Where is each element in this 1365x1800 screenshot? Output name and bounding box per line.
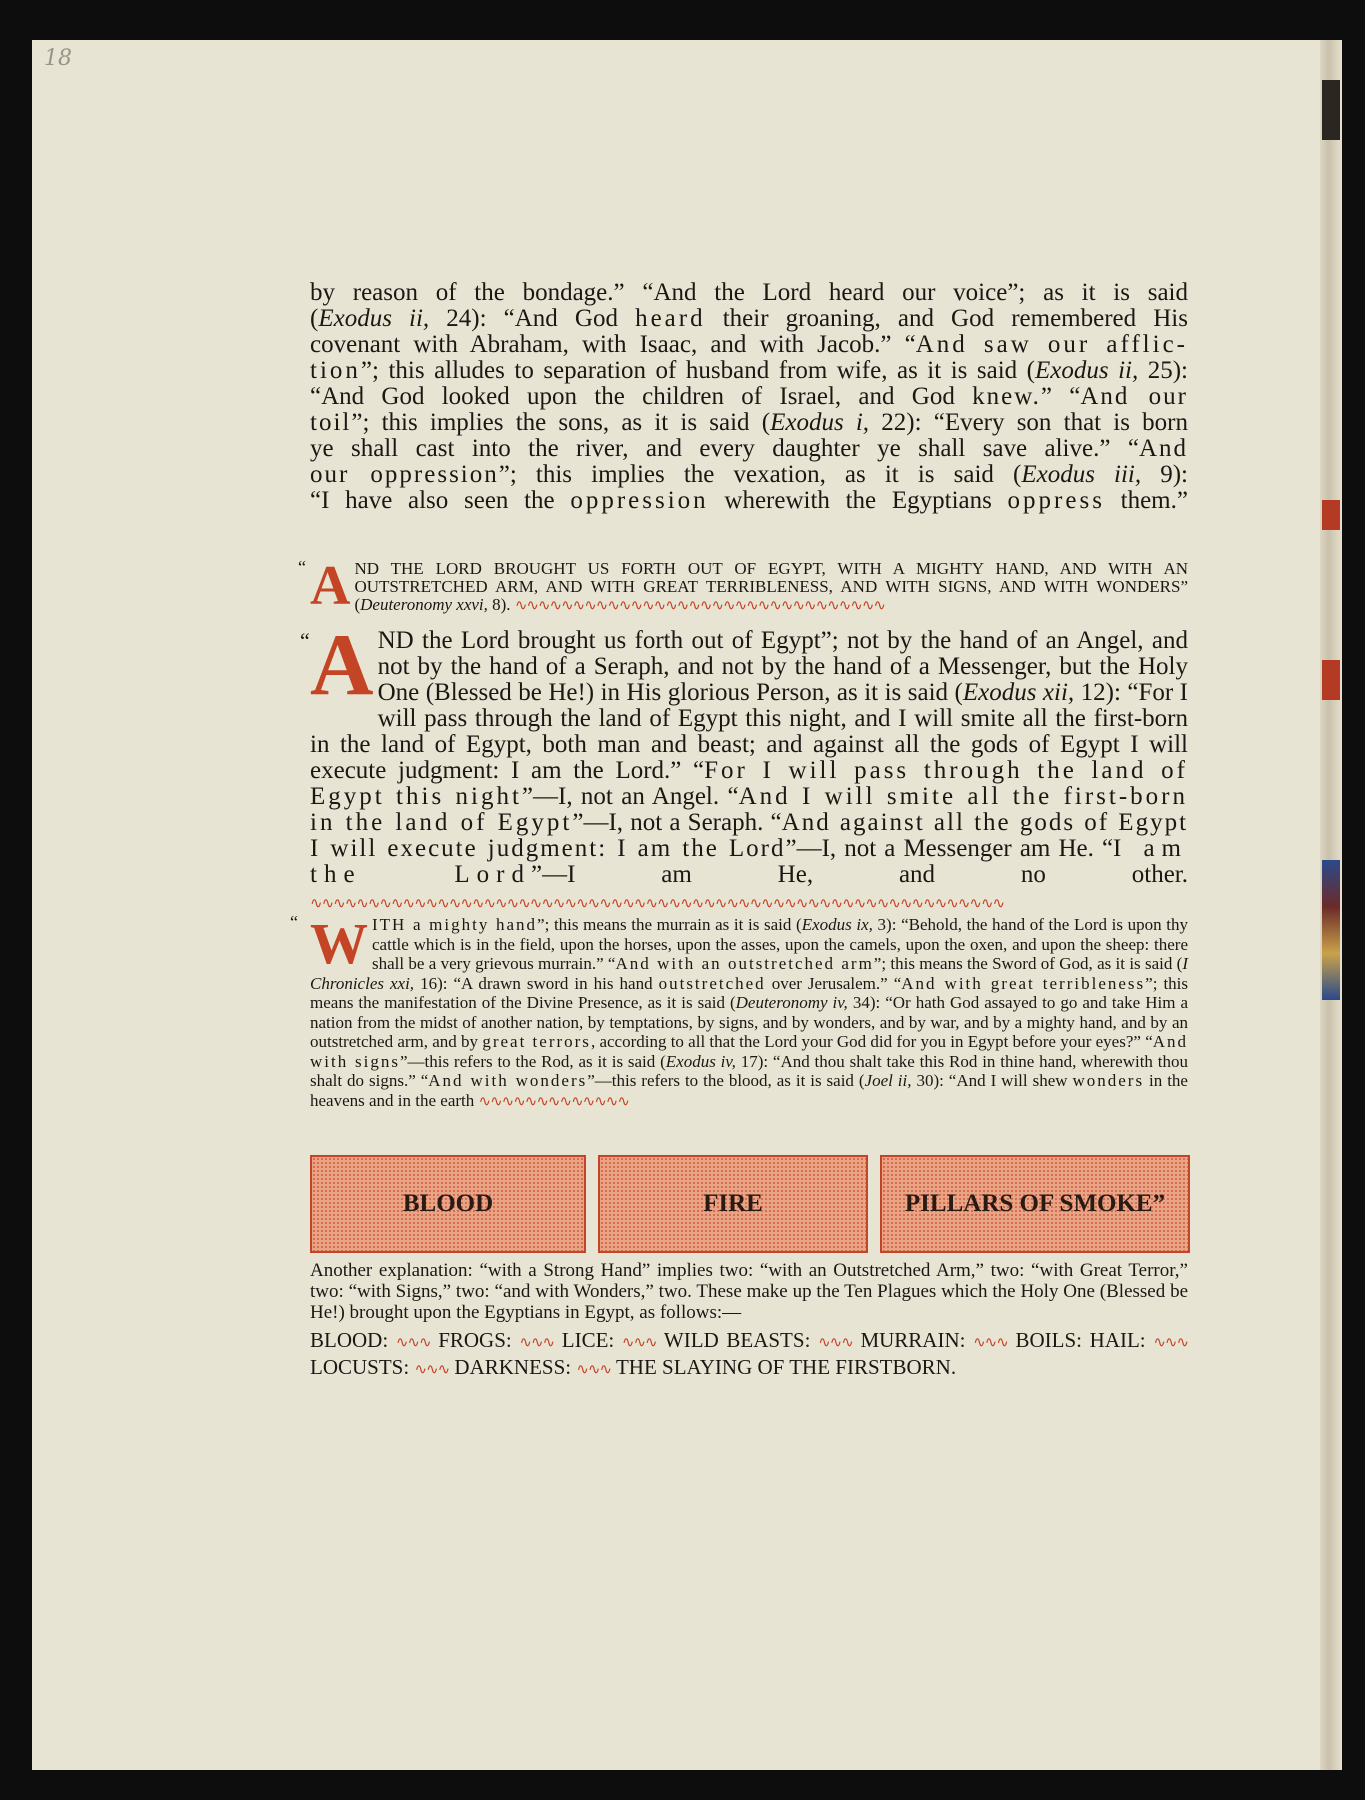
- plague-separator: ∿∿∿: [414, 1362, 450, 1378]
- paragraph-text: 3): “Behold, the hand of the Lord is upon thy cattle which is in the field, upon the horses, upon the asses, upon the camels, upon the oxen, and upon the sheep: there shall be a very grievous murrain.” “: [372, 915, 1188, 973]
- plague-item: BOILS:: [1015, 1328, 1082, 1352]
- spaced-emphasis: outstretched: [658, 973, 766, 993]
- plague-item: FROGS:: [438, 1328, 512, 1352]
- commentary-text: ”—I, not a Seraph. “: [572, 809, 782, 836]
- intro-text: “And God looked upon the children of Israel, and God: [310, 383, 973, 410]
- scripture-reference: Exodus iii,: [1021, 461, 1142, 488]
- spaced-emphasis: ITH a mighty hand: [372, 915, 538, 934]
- drop-cap-initial: W: [310, 911, 368, 976]
- paragraph-text: 16): “A drawn sword in his hand: [414, 973, 659, 993]
- drop-cap-initial: A: [310, 617, 374, 714]
- box-pillars-of-smoke: PILLARS OF SMOKE”: [880, 1155, 1190, 1253]
- drop-cap-initial: A: [310, 555, 351, 617]
- commentary-text: ”—I, not an Angel. “: [521, 783, 739, 810]
- plague-item: BLOOD:: [310, 1328, 389, 1352]
- paragraph-text: in the heavens and in the earth: [310, 1071, 1188, 1110]
- wonder-boxes: [310, 1155, 1188, 1251]
- spaced-emphasis: And I will smite all the first-born in the land of Egypt: [310, 783, 1189, 836]
- ornament-border: ∿∿∿∿∿∿∿∿∿∿∿∿∿∿∿∿∿∿∿∿∿∿∿∿∿∿∿∿∿∿∿∿: [514, 598, 885, 614]
- spaced-emphasis: oppress: [1007, 487, 1105, 514]
- intro-text: ye shall cast into the river, and every daughter ye shall save alive.” “: [310, 435, 1139, 462]
- commentary-text: ”—I, not a Messenger am He. “: [785, 835, 1114, 862]
- paragraph-text: , according to all that the Lord your God did for you in Egypt before your eyes?” “: [590, 1032, 1153, 1051]
- next-page-edge: [1320, 40, 1342, 1770]
- scripture-reference: Deuteronomy xxvi,: [360, 595, 488, 614]
- commentary-text: 12): “For I will pass through the land of Egypt this night, and I will smite all the first-born in the land of Egypt, both man and beast; and against all the gods of Egypt I will execute judgment: I am the Lord.” “: [310, 679, 1188, 784]
- plague-item: THE SLAYING OF THE FIRSTBORN.: [615, 1355, 957, 1379]
- intro-text: 24): “And God: [429, 305, 636, 332]
- scripture-reference: Deuteronomy iv,: [735, 993, 848, 1012]
- intro-text: wherewith the Egyptians: [708, 487, 1008, 514]
- commentary-text: ND the Lord brought us forth out of Egypt”; not by the hand of an Angel, and not by the hand of a Seraph, and not by the hand of a Messenger, but the Holy One (Blessed be He!) in His glorious Person, as it is said (: [377, 627, 1188, 706]
- paragraph-text: ”; this means the manifestation of the Divine Presence, as it is said (: [310, 973, 1189, 1012]
- commentary-paragraph: [300, 617, 1189, 917]
- plague-separator: ∿∿∿: [519, 1335, 555, 1351]
- paragraph-text: 17): “And thou shalt take this Rod in thine hand, wherewith thou shalt do signs.” “: [310, 1051, 1188, 1090]
- spaced-emphasis: heard: [635, 305, 706, 332]
- ornament-border: ∿∿∿∿∿∿∿∿∿∿∿∿∿∿∿∿∿∿∿∿∿∿∿∿∿∿∿∿∿∿∿∿∿∿∿∿∿∿∿∿∿∿∿∿∿∿∿∿∿∿∿∿∿∿∿∿∿∿∿∿: [310, 896, 1005, 912]
- plague-item: MURRAIN:: [860, 1328, 966, 1352]
- spaced-emphasis: knew.: [972, 383, 1041, 410]
- spaced-emphasis: For I will pass through the land of Egypt this night: [310, 757, 1188, 810]
- verse-text: ND THE LORD BROUGHT US FORTH OUT OF EGYPT, WITH A MIGHTY HAND, AND WITH AN OUTSTRETCHED ARM, AND WITH GREAT TERRIBLENESS, AND WITH SIGNS, AND WITH WONDERS” (: [354, 559, 1188, 614]
- spaced-emphasis: wonders: [1072, 1071, 1145, 1090]
- paragraph-text: over Jerusalem.” “: [765, 973, 902, 993]
- scripture-reference: I Chronicles xxi,: [310, 954, 1188, 993]
- intro-text: 22): “Every son that is born: [869, 409, 1188, 436]
- plague-separator: ∿∿∿: [973, 1335, 1008, 1351]
- spaced-emphasis: And with wonders: [428, 1071, 588, 1090]
- plague-separator: ∿∿∿: [576, 1362, 612, 1378]
- explanation-paragraph: Another explanation: “with a Strong Hand” implies two: “with an Outstretched Arm,” two: “with Great Terror,” two: “with Signs,” two: “and with Wonders,” two. These make up the Ten Plagues which the Holy One (Blessed be He!) brought upon the Egyptians in Egypt, as follows:—: [310, 1260, 1188, 1323]
- spaced-emphasis: And: [1138, 435, 1188, 462]
- paragraph-text: ”; this means the Sword of God, as it is said (: [873, 954, 1183, 973]
- spaced-emphasis: oppression: [570, 487, 709, 514]
- spaced-emphasis: And our: [1080, 383, 1188, 410]
- plagues-list: [310, 1328, 1188, 1382]
- spaced-emphasis: And with great terribleness: [901, 973, 1146, 993]
- open-quote: “: [300, 628, 310, 653]
- plague-item: DARKNESS:: [454, 1355, 572, 1379]
- open-quote: “: [298, 557, 306, 577]
- plague-separator: ∿∿∿: [621, 1335, 657, 1351]
- commentary-text: ”—I am He, and no other.: [531, 861, 1188, 888]
- scripture-reference: Exodus i,: [770, 409, 870, 436]
- intro-text: (: [310, 305, 319, 332]
- intro-paragraph: [310, 280, 1188, 514]
- intro-text: 9):: [1141, 461, 1188, 488]
- page-number: 18: [44, 46, 72, 71]
- intro-text: 25):: [1138, 357, 1188, 384]
- spaced-emphasis: tion: [310, 357, 361, 384]
- scripture-reference: Joel ii,: [864, 1071, 912, 1090]
- intro-text: ”; this alludes to separation of husband from wife, as it is said (: [360, 357, 1035, 384]
- plague-item: LOCUSTS:: [310, 1355, 410, 1379]
- plague-separator: ∿∿∿: [395, 1335, 431, 1351]
- box-blood: BLOOD: [310, 1155, 586, 1253]
- intro-text: ” “: [1040, 383, 1081, 410]
- spaced-emphasis: our oppression: [310, 461, 499, 488]
- spaced-emphasis: And saw our afflic-: [915, 331, 1188, 358]
- plague-separator: ∿∿∿: [818, 1335, 853, 1351]
- scripture-reference: Exodus ix,: [801, 915, 873, 934]
- ornament-border: ∿∿∿∿∿∿∿∿∿∿∿∿∿: [478, 1093, 629, 1110]
- spaced-emphasis: great terrors: [482, 1032, 591, 1051]
- deuteronomy-verse: [298, 555, 1188, 617]
- intro-text: ”; this implies the sons, as it is said (: [351, 409, 771, 436]
- paragraph-text: ”—this refers to the Rod, as it is said (: [400, 1051, 666, 1071]
- intro-text: “I have also seen the: [310, 487, 571, 514]
- scripture-reference: Exodus ii,: [1034, 357, 1139, 384]
- plague-item: HAIL:: [1089, 1328, 1146, 1352]
- paragraph-text: 30): “And I will shew: [911, 1071, 1073, 1090]
- plague-item: WILD BEASTS:: [663, 1328, 811, 1352]
- plague-item: LICE:: [561, 1328, 615, 1352]
- intro-text: covenant with Abraham, with Isaac, and with Jacob.” “: [310, 331, 916, 358]
- spaced-emphasis: I am the Lord: [310, 835, 1188, 888]
- paragraph-text: ”—this refers to the blood, as it is said (: [587, 1071, 865, 1090]
- scripture-reference: Exodus iv,: [665, 1051, 736, 1071]
- open-quote: “: [290, 912, 298, 932]
- scripture-reference: Exodus ii,: [318, 305, 430, 332]
- spaced-emphasis: And against all the gods of Egypt I will execute judgment: I am the Lord: [310, 809, 1189, 862]
- scripture-reference: Exodus xii,: [962, 679, 1075, 706]
- plague-separator: ∿∿∿: [1153, 1335, 1189, 1351]
- spaced-emphasis: And with an outstretched arm: [615, 954, 874, 973]
- spaced-emphasis: And with signs: [310, 1032, 1189, 1071]
- intro-text: their groaning, and God remembered His: [705, 305, 1188, 332]
- spaced-emphasis: toil: [310, 409, 352, 436]
- intro-text: them.”: [1104, 487, 1188, 514]
- mighty-hand-paragraph: [290, 911, 1189, 1112]
- intro-line: by reason of the bondage.” “And the Lord heard our voice”; as it is said: [310, 279, 1188, 306]
- paragraph-text: ”; this means the murrain as it is said (: [537, 915, 802, 934]
- paragraph-text: 34): “Or hath God assayed to go and take Him a nation from the midst of another nation, by temptations, by signs, and by wonders, and by war, and by a mighty hand, and by an outstretched arm, and by: [310, 993, 1188, 1051]
- verse-text: 8).: [487, 595, 511, 614]
- intro-text: ”; this implies the vexation, as it is said (: [498, 461, 1022, 488]
- box-fire: FIRE: [598, 1155, 868, 1253]
